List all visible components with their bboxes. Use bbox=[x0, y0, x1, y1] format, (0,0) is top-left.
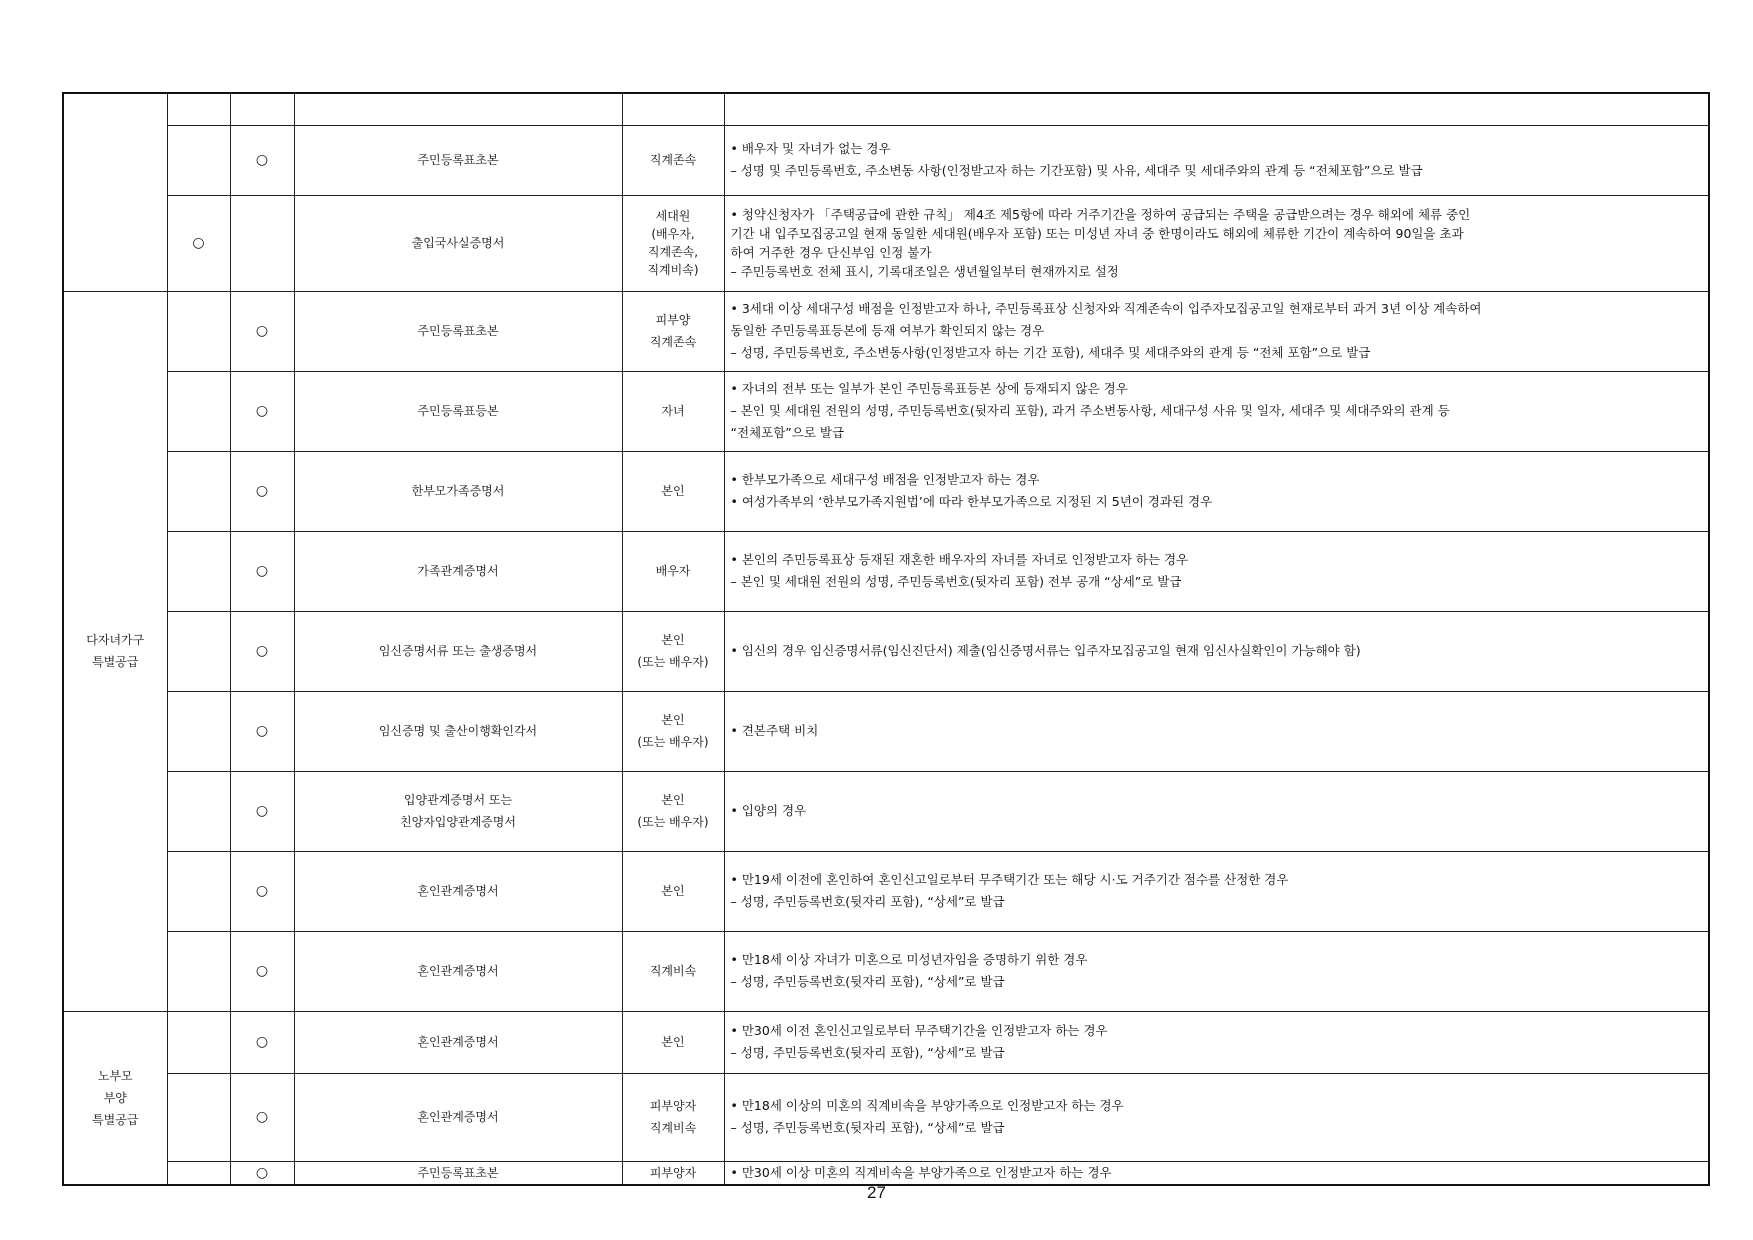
category-cell bbox=[63, 93, 167, 291]
document-name: 혼인관계증명서 bbox=[417, 1110, 499, 1124]
note-line: • 만19세 이전에 혼인하여 혼인신고일로부터 무주택기간 또는 해당 시·도 거주기간 점수를 산정한 경우 bbox=[730, 872, 1289, 887]
target-cell bbox=[622, 771, 724, 851]
check-mark-cell bbox=[230, 771, 294, 851]
document-name-cell bbox=[294, 451, 622, 531]
note-line: – 성명, 주민등록번호(뒷자리 포함), “상세”로 발급 bbox=[730, 894, 1005, 909]
notes-cell bbox=[724, 771, 1709, 851]
check-mark-cell bbox=[167, 1161, 230, 1185]
document-name-cell bbox=[294, 371, 622, 451]
document-table bbox=[62, 92, 1710, 1186]
check-mark-cell bbox=[230, 611, 294, 691]
document-name-cell bbox=[294, 691, 622, 771]
document-name-cell bbox=[294, 851, 622, 931]
notes-cell bbox=[724, 125, 1709, 195]
target-label: (배우자, bbox=[651, 227, 695, 241]
note-line: • 만18세 이상 자녀가 미혼으로 미성년자임을 증명하기 위한 경우 bbox=[730, 952, 1088, 967]
document-name: 주민등록표등본 bbox=[417, 404, 499, 418]
note-line: • 한부모가족으로 세대구성 배점을 인정받고자 하는 경우 bbox=[730, 472, 1040, 487]
note-line: • 여성가족부의 ‘한부모가족지원법’에 따라 한부모가족으로 지정된 지 5년이 경과된 경우 bbox=[730, 494, 1213, 509]
check-mark-cell bbox=[167, 851, 230, 931]
note-line: • 배우자 및 자녀가 없는 경우 bbox=[730, 141, 891, 156]
table-row bbox=[63, 1073, 1709, 1161]
table-row bbox=[63, 195, 1709, 291]
check-mark-cell bbox=[167, 531, 230, 611]
target-label: 피부양자 bbox=[649, 1165, 697, 1180]
target-cell bbox=[622, 371, 724, 451]
table-row bbox=[63, 611, 1709, 691]
check-mark-cell bbox=[230, 451, 294, 531]
circle-mark: ○ bbox=[192, 235, 205, 251]
check-mark-cell bbox=[167, 291, 230, 371]
note-line: • 만18세 이상의 미혼의 직계비속을 부양가족으로 인정받고자 하는 경우 bbox=[730, 1098, 1124, 1113]
note-line: • 만30세 이전 혼인신고일로부터 무주택기간을 인정받고자 하는 경우 bbox=[730, 1023, 1108, 1038]
target-label: 피부양 bbox=[655, 313, 691, 327]
check-mark-cell bbox=[230, 1073, 294, 1161]
check-mark-cell bbox=[167, 125, 230, 195]
circle-mark: ○ bbox=[255, 1109, 269, 1125]
target-label: 직계비속 bbox=[649, 964, 697, 978]
document-name-cell bbox=[294, 195, 622, 291]
notes-cell bbox=[724, 1161, 1709, 1185]
target-cell bbox=[622, 93, 724, 125]
note-line: • 3세대 이상 세대구성 배점을 인정받고자 하나, 주민등록표상 신청자와 직계존속이 입주자모집공고일 현재로부터 과거 3년 이상 계속하여 bbox=[730, 301, 1482, 316]
document-name: 주민등록표초본 bbox=[417, 324, 499, 338]
target-label: (또는 배우자) bbox=[637, 655, 709, 669]
document-name: 임신증명 및 출산이행확인각서 bbox=[378, 724, 538, 738]
table-row bbox=[63, 125, 1709, 195]
check-mark-cell bbox=[230, 1161, 294, 1185]
target-cell bbox=[622, 1011, 724, 1073]
table-row bbox=[63, 931, 1709, 1011]
notes-cell bbox=[724, 291, 1709, 371]
target-cell bbox=[622, 531, 724, 611]
note-line: 동일한 주민등록표등본에 등재 여부가 확인되지 않는 경우 bbox=[730, 323, 1045, 338]
table-row bbox=[63, 1161, 1709, 1185]
notes-cell bbox=[724, 93, 1709, 125]
note-line: 기간 내 입주모집공고일 현재 동일한 세대원(배우자 포함) 또는 미성년 자녀 중 한명이라도 해외에 체류한 기간이 계속하여 90일을 초과 bbox=[730, 226, 1464, 241]
circle-mark: ○ bbox=[255, 1034, 269, 1050]
target-label: 본인 bbox=[661, 1035, 685, 1049]
category-label-line: 다자녀가구 bbox=[86, 633, 145, 647]
notes-cell bbox=[724, 611, 1709, 691]
check-mark-cell bbox=[167, 931, 230, 1011]
target-cell bbox=[622, 1073, 724, 1161]
target-label: 본인 bbox=[661, 633, 685, 647]
document-name-cell bbox=[294, 611, 622, 691]
notes-cell bbox=[724, 1073, 1709, 1161]
table-row bbox=[63, 771, 1709, 851]
document-name: 혼인관계증명서 bbox=[417, 964, 499, 978]
target-cell bbox=[622, 125, 724, 195]
target-label: (또는 배우자) bbox=[637, 815, 709, 829]
target-cell bbox=[622, 931, 724, 1011]
target-label: 세대원 bbox=[655, 209, 691, 223]
target-label: 직계존속 bbox=[649, 335, 697, 349]
document-name: 입양관계증명서 또는 bbox=[403, 793, 513, 807]
table-row bbox=[63, 851, 1709, 931]
document-name-cell bbox=[294, 1073, 622, 1161]
check-mark-cell bbox=[230, 531, 294, 611]
note-line: 하여 거주한 경우 단신부임 인정 불가 bbox=[730, 245, 932, 260]
check-mark-cell bbox=[167, 1011, 230, 1073]
check-mark-cell bbox=[230, 195, 294, 291]
table-body bbox=[63, 93, 1709, 1185]
check-mark-cell bbox=[230, 125, 294, 195]
category-cell-elderly-parent bbox=[63, 1011, 167, 1185]
check-mark-cell bbox=[167, 451, 230, 531]
note-line: • 자녀의 전부 또는 일부가 본인 주민등록표등본 상에 등재되지 않은 경우 bbox=[730, 381, 1128, 396]
check-mark-cell bbox=[230, 851, 294, 931]
target-cell bbox=[622, 195, 724, 291]
document-name: 가족관계증명서 bbox=[417, 564, 499, 578]
category-label-line: 부양 bbox=[103, 1090, 127, 1105]
document-name-cell bbox=[294, 93, 622, 125]
document-name: 임신증명서류 또는 출생증명서 bbox=[378, 644, 538, 658]
circle-mark: ○ bbox=[255, 1164, 269, 1181]
document-name-cell bbox=[294, 291, 622, 371]
circle-mark: ○ bbox=[255, 883, 269, 899]
table-row bbox=[63, 531, 1709, 611]
document-name: 주민등록표초본 bbox=[417, 153, 499, 167]
table-row bbox=[63, 291, 1709, 371]
check-mark-cell bbox=[167, 93, 230, 125]
circle-mark: ○ bbox=[255, 803, 269, 819]
check-mark-cell bbox=[230, 931, 294, 1011]
target-label: 본인 bbox=[661, 713, 685, 727]
document-name: 혼인관계증명서 bbox=[417, 884, 499, 898]
target-cell bbox=[622, 291, 724, 371]
notes-cell bbox=[724, 931, 1709, 1011]
note-line: – 성명, 주민등록번호(뒷자리 포함), “상세”로 발급 bbox=[730, 1045, 1005, 1060]
target-label: 직계비속 bbox=[649, 1121, 697, 1135]
circle-mark: ○ bbox=[255, 963, 269, 979]
circle-mark: ○ bbox=[255, 323, 269, 339]
target-label: 직계존속, bbox=[647, 245, 699, 259]
circle-mark: ○ bbox=[255, 152, 269, 168]
document-name-cell bbox=[294, 771, 622, 851]
check-mark-cell bbox=[167, 611, 230, 691]
notes-cell bbox=[724, 195, 1709, 291]
notes-cell bbox=[724, 451, 1709, 531]
target-cell bbox=[622, 451, 724, 531]
table-row bbox=[63, 371, 1709, 451]
check-mark-cell bbox=[167, 195, 230, 291]
document-name: 친양자입양관계증명서 bbox=[400, 815, 516, 829]
note-line: • 임신의 경우 임신증명서류(임신진단서) 제출(임신증명서류는 입주자모집공고일 현재 임신사실확인이 가능해야 함) bbox=[730, 643, 1361, 658]
note-line: – 성명 및 주민등록번호, 주소변동 사항(인정받고자 하는 기간포함) 및 사유, 세대주 및 세대주와의 관계 등 “전체포함”으로 발급 bbox=[730, 163, 1423, 178]
check-mark-cell bbox=[230, 93, 294, 125]
document-name-cell bbox=[294, 125, 622, 195]
check-mark-cell bbox=[167, 691, 230, 771]
check-mark-cell bbox=[167, 371, 230, 451]
note-line: – 본인 및 세대원 전원의 성명, 주민등록번호(뒷자리 포함) 전부 공개 “상세”로 발급 bbox=[730, 574, 1182, 589]
circle-mark: ○ bbox=[255, 723, 269, 739]
note-line: “전체포함”으로 발급 bbox=[730, 425, 845, 440]
notes-cell bbox=[724, 691, 1709, 771]
document-name: 혼인관계증명서 bbox=[417, 1035, 499, 1049]
note-line: – 성명, 주민등록번호(뒷자리 포함), “상세”로 발급 bbox=[730, 1120, 1005, 1135]
circle-mark: ○ bbox=[255, 563, 269, 579]
target-label: 본인 bbox=[661, 484, 685, 498]
target-label: 피부양자 bbox=[649, 1099, 697, 1113]
target-label: 본인 bbox=[661, 793, 685, 807]
target-cell bbox=[622, 611, 724, 691]
circle-mark: ○ bbox=[255, 403, 269, 419]
check-mark-cell bbox=[230, 371, 294, 451]
document-name: 주민등록표초본 bbox=[417, 1165, 499, 1180]
note-line: – 주민등록번호 전체 표시, 기록대조일은 생년월일부터 현재까지로 설정 bbox=[730, 264, 1119, 279]
document-name-cell bbox=[294, 1161, 622, 1185]
circle-mark: ○ bbox=[255, 643, 269, 659]
check-mark-cell bbox=[167, 1073, 230, 1161]
target-label: 자녀 bbox=[661, 404, 685, 418]
category-cell-multi-child bbox=[63, 291, 167, 1011]
notes-cell bbox=[724, 371, 1709, 451]
note-line: • 만30세 이상 미혼의 직계비속을 부양가족으로 인정받고자 하는 경우 bbox=[730, 1164, 1112, 1180]
target-cell bbox=[622, 851, 724, 931]
check-mark-cell bbox=[230, 691, 294, 771]
table-row bbox=[63, 1011, 1709, 1073]
category-label-line: 특별공급 bbox=[92, 1112, 139, 1127]
target-cell bbox=[622, 691, 724, 771]
document-name-cell bbox=[294, 931, 622, 1011]
document-name-cell bbox=[294, 531, 622, 611]
note-line: • 입양의 경우 bbox=[730, 803, 807, 818]
table-row bbox=[63, 691, 1709, 771]
note-line: • 청약신청자가 「주택공급에 관한 규칙」 제4조 제5항에 따라 거주기간을 정하여 공급되는 주택을 공급받으려는 경우 해외에 체류 중인 bbox=[730, 207, 1471, 222]
page-number: 27 bbox=[867, 1183, 886, 1202]
category-label-line: 특별공급 bbox=[92, 655, 139, 669]
note-line: – 성명, 주민등록번호, 주소변동사항(인정받고자 하는 기간 포함), 세대주 및 세대주와의 관계 등 “전체 포함”으로 발급 bbox=[730, 345, 1371, 360]
target-label: 본인 bbox=[661, 884, 685, 898]
target-label: 배우자 bbox=[655, 564, 691, 578]
table-row bbox=[63, 93, 1709, 125]
check-mark-cell bbox=[230, 1011, 294, 1073]
notes-cell bbox=[724, 531, 1709, 611]
table-row bbox=[63, 451, 1709, 531]
document-name: 한부모가족증명서 bbox=[411, 484, 505, 498]
note-line: – 성명, 주민등록번호(뒷자리 포함), “상세”로 발급 bbox=[730, 974, 1005, 989]
circle-mark: ○ bbox=[255, 483, 269, 499]
note-line: • 견본주택 비치 bbox=[730, 723, 819, 738]
target-label: 직계비속) bbox=[647, 263, 699, 277]
check-mark-cell bbox=[167, 771, 230, 851]
check-mark-cell bbox=[230, 291, 294, 371]
category-label-line: 노부모 bbox=[97, 1068, 133, 1083]
notes-cell bbox=[724, 1011, 1709, 1073]
note-line: – 본인 및 세대원 전원의 성명, 주민등록번호(뒷자리 포함), 과거 주소변동사항, 세대구성 사유 및 일자, 세대주 및 세대주와의 관계 등 bbox=[730, 403, 1450, 418]
target-cell bbox=[622, 1161, 724, 1185]
note-line: • 본인의 주민등록표상 등재된 재혼한 배우자의 자녀를 자녀로 인정받고자 하는 경우 bbox=[730, 552, 1189, 567]
document-name-cell bbox=[294, 1011, 622, 1073]
document-name: 출입국사실증명서 bbox=[411, 236, 505, 250]
target-label: (또는 배우자) bbox=[637, 735, 709, 749]
notes-cell bbox=[724, 851, 1709, 931]
target-label: 직계존속 bbox=[649, 153, 697, 167]
